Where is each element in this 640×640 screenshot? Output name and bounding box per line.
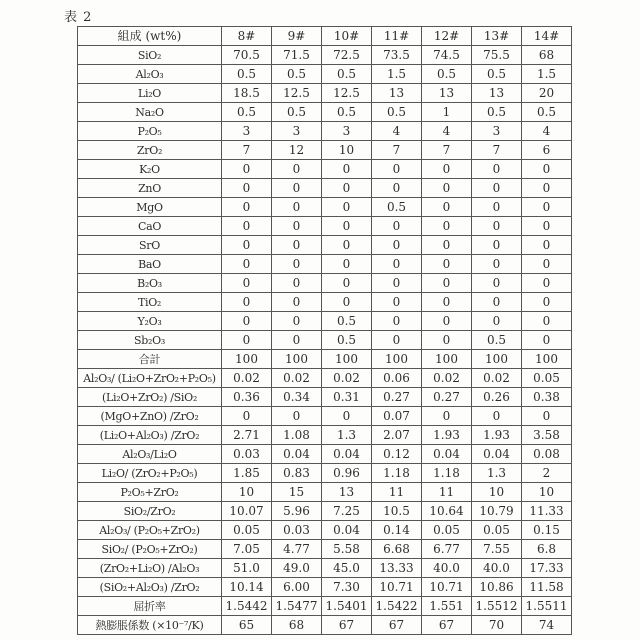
row-label: (SiO₂+Al₂O₃) /ZrO₂: [78, 578, 222, 597]
row-label: (ZrO₂+Li₂O) /Al₂O₃: [78, 559, 222, 578]
table-cell: 0: [222, 331, 272, 350]
table-cell: 12.5: [272, 84, 322, 103]
table-cell: 0.15: [522, 521, 572, 540]
table-cell: 0: [472, 407, 522, 426]
column-header-composition: 組成 (wt%): [78, 27, 222, 46]
table-cell: 1.5477: [272, 597, 322, 616]
table-cell: 71.5: [272, 46, 322, 65]
column-header-sample: 9#: [272, 27, 322, 46]
table-row: [78, 502, 572, 521]
table-cell: 13: [472, 84, 522, 103]
table-cell: 0.26: [472, 388, 522, 407]
table-cell: 0.06: [372, 369, 422, 388]
table-cell: 0: [272, 312, 322, 331]
table-cell: 1.5511: [522, 597, 572, 616]
table-cell: 0: [422, 274, 472, 293]
table-cell: 4: [522, 122, 572, 141]
table-cell: 0: [422, 255, 472, 274]
table-cell: 1.18: [422, 464, 472, 483]
table-cell: 0: [372, 179, 422, 198]
table-cell: 0: [222, 236, 272, 255]
row-label: Li₂O/ (ZrO₂+P₂O₅): [78, 464, 222, 483]
table-cell: 0.04: [422, 445, 472, 464]
table-cell: 74: [522, 616, 572, 635]
table-cell: 0.36: [222, 388, 272, 407]
table-cell: 0: [372, 312, 422, 331]
table-cell: 0.04: [272, 445, 322, 464]
table-cell: 3: [222, 122, 272, 141]
table-cell: 0: [272, 236, 322, 255]
table-cell: 12.5: [322, 84, 372, 103]
table-cell: 4.77: [272, 540, 322, 559]
table-cell: 73.5: [372, 46, 422, 65]
composition-table: [77, 26, 572, 635]
table-cell: 0: [372, 293, 422, 312]
table-row: [78, 293, 572, 312]
table-cell: 10.79: [472, 502, 522, 521]
table-cell: 0: [272, 160, 322, 179]
table-cell: 7: [222, 141, 272, 160]
table-cell: 0.83: [272, 464, 322, 483]
row-label: P₂O₅+ZrO₂: [78, 483, 222, 502]
table-cell: 0.12: [372, 445, 422, 464]
table-cell: 13: [372, 84, 422, 103]
table-title: 表 2: [64, 10, 93, 25]
row-label: SrO: [78, 236, 222, 255]
table-row: [78, 388, 572, 407]
table-cell: 0.04: [322, 521, 372, 540]
table-cell: 74.5: [422, 46, 472, 65]
table-cell: 0.5: [372, 198, 422, 217]
table-cell: 0.5: [322, 331, 372, 350]
table-row: [78, 616, 572, 635]
table-cell: 0.03: [222, 445, 272, 464]
table-cell: 0.02: [272, 369, 322, 388]
table-cell: 72.5: [322, 46, 372, 65]
table-cell: 0: [422, 217, 472, 236]
table-cell: 0.5: [272, 103, 322, 122]
table-cell: 0: [522, 217, 572, 236]
table-cell: 10: [472, 483, 522, 502]
table-cell: 0: [272, 179, 322, 198]
table-cell: 67: [322, 616, 372, 635]
table-cell: 0.05: [522, 369, 572, 388]
table-row: [78, 84, 572, 103]
table-header: [78, 27, 572, 46]
table-cell: 1.85: [222, 464, 272, 483]
column-header-sample: 14#: [522, 27, 572, 46]
table-cell: 0: [472, 236, 522, 255]
table-cell: 11: [372, 483, 422, 502]
row-label: SiO₂/ (P₂O₅+ZrO₂): [78, 540, 222, 559]
table-cell: 0: [372, 160, 422, 179]
row-label: 熱膨脹係数 (×10⁻⁷/K): [78, 616, 222, 635]
table-cell: 0: [222, 179, 272, 198]
row-label: 屈折率: [78, 597, 222, 616]
table-cell: 3: [322, 122, 372, 141]
table-cell: 0: [372, 331, 422, 350]
table-cell: 18.5: [222, 84, 272, 103]
table-cell: 2: [522, 464, 572, 483]
row-label: Al₂O₃/ (P₂O₅+ZrO₂): [78, 521, 222, 540]
table-cell: 68: [522, 46, 572, 65]
row-label: P₂O₅: [78, 122, 222, 141]
table-cell: 6.77: [422, 540, 472, 559]
row-label: SiO₂: [78, 46, 222, 65]
table-cell: 0: [322, 198, 372, 217]
table-cell: 10.07: [222, 502, 272, 521]
table-cell: 0: [322, 293, 372, 312]
row-label: (Li₂O+Al₂O₃) /ZrO₂: [78, 426, 222, 445]
table-row: [78, 198, 572, 217]
table-cell: 0.5: [372, 103, 422, 122]
table-cell: 1.5: [522, 65, 572, 84]
table-row: [78, 445, 572, 464]
table-cell: 6.68: [372, 540, 422, 559]
column-header-sample: 11#: [372, 27, 422, 46]
table-cell: 10: [522, 483, 572, 502]
table-cell: 67: [422, 616, 472, 635]
table-cell: 0: [472, 312, 522, 331]
table-cell: 0: [222, 407, 272, 426]
row-label: MgO: [78, 198, 222, 217]
table-cell: 0: [272, 331, 322, 350]
table-cell: 17.33: [522, 559, 572, 578]
table-cell: 11.58: [522, 578, 572, 597]
table-cell: 0: [422, 407, 472, 426]
table-row: [78, 65, 572, 84]
table-cell: 0.14: [372, 521, 422, 540]
table-row: [78, 407, 572, 426]
table-cell: 1.5401: [322, 597, 372, 616]
table-cell: 0.04: [322, 445, 372, 464]
table-row: [78, 578, 572, 597]
table-cell: 0: [222, 198, 272, 217]
table-cell: 0: [472, 160, 522, 179]
table-row: [78, 331, 572, 350]
table-cell: 0.38: [522, 388, 572, 407]
table-cell: 0.5: [472, 331, 522, 350]
table-cell: 10.71: [422, 578, 472, 597]
table-cell: 0: [372, 236, 422, 255]
table-cell: 3.58: [522, 426, 572, 445]
table-cell: 7.25: [322, 502, 372, 521]
table-cell: 0.02: [322, 369, 372, 388]
table-cell: 0.05: [472, 521, 522, 540]
table-cell: 0.5: [322, 65, 372, 84]
table-cell: 0: [322, 179, 372, 198]
table-body: [78, 46, 572, 635]
table-row: [78, 274, 572, 293]
table-cell: 6.8: [522, 540, 572, 559]
table-cell: 51.0: [222, 559, 272, 578]
table-cell: 0: [372, 217, 422, 236]
table-cell: 0.07: [372, 407, 422, 426]
table-cell: 0: [522, 160, 572, 179]
table-row: [78, 597, 572, 616]
table-cell: 0.34: [272, 388, 322, 407]
table-cell: 0: [522, 331, 572, 350]
table-cell: 0: [222, 293, 272, 312]
table-cell: 0: [422, 312, 472, 331]
table-cell: 100: [372, 350, 422, 369]
table-cell: 10: [222, 483, 272, 502]
table-cell: 10.86: [472, 578, 522, 597]
table-cell: 0: [522, 293, 572, 312]
table-cell: 0.08: [522, 445, 572, 464]
table-cell: 0: [322, 274, 372, 293]
column-header-sample: 13#: [472, 27, 522, 46]
table-cell: 0: [522, 255, 572, 274]
table-row: [78, 464, 572, 483]
table-cell: 11.33: [522, 502, 572, 521]
row-label: TiO₂: [78, 293, 222, 312]
table-cell: 75.5: [472, 46, 522, 65]
row-label: (Li₂O+ZrO₂) /SiO₂: [78, 388, 222, 407]
table-cell: 67: [372, 616, 422, 635]
table-cell: 0: [472, 255, 522, 274]
table-cell: 0: [522, 179, 572, 198]
table-cell: 40.0: [422, 559, 472, 578]
table-cell: 10.64: [422, 502, 472, 521]
table-cell: 0.96: [322, 464, 372, 483]
table-cell: 3: [472, 122, 522, 141]
table-cell: 15: [272, 483, 322, 502]
table-cell: 7: [422, 141, 472, 160]
table-cell: 0: [422, 236, 472, 255]
table-cell: 0: [522, 312, 572, 331]
table-row: [78, 350, 572, 369]
row-label: Y₂O₃: [78, 312, 222, 331]
table-cell: 0: [472, 179, 522, 198]
table-cell: 0: [222, 160, 272, 179]
table-cell: 1.551: [422, 597, 472, 616]
table-cell: 0.5: [322, 312, 372, 331]
table-cell: 0.02: [422, 369, 472, 388]
table-cell: 7: [472, 141, 522, 160]
row-label: K₂O: [78, 160, 222, 179]
table-cell: 0.5: [472, 65, 522, 84]
table-row: [78, 217, 572, 236]
table-row: [78, 426, 572, 445]
table-row: [78, 369, 572, 388]
table-cell: 70.5: [222, 46, 272, 65]
row-label: ZnO: [78, 179, 222, 198]
table-cell: 13: [322, 483, 372, 502]
column-header-sample: 8#: [222, 27, 272, 46]
table-cell: 65: [222, 616, 272, 635]
column-header-sample: 12#: [422, 27, 472, 46]
table-cell: 1.3: [472, 464, 522, 483]
table-cell: 0: [422, 160, 472, 179]
table-cell: 0.5: [272, 65, 322, 84]
table-cell: 0.02: [472, 369, 522, 388]
table-cell: 0: [322, 255, 372, 274]
table-cell: 0: [472, 274, 522, 293]
table-cell: 0: [522, 236, 572, 255]
table-cell: 12: [272, 141, 322, 160]
table-cell: 6: [522, 141, 572, 160]
table-cell: 7.05: [222, 540, 272, 559]
table-cell: 4: [422, 122, 472, 141]
table-cell: 1: [422, 103, 472, 122]
table-cell: 100: [222, 350, 272, 369]
table-cell: 100: [422, 350, 472, 369]
table-cell: 20: [522, 84, 572, 103]
table-cell: 5.96: [272, 502, 322, 521]
table-cell: 0.05: [422, 521, 472, 540]
column-header-sample: 10#: [322, 27, 372, 46]
table-cell: 0.27: [422, 388, 472, 407]
table-cell: 13.33: [372, 559, 422, 578]
table-row: [78, 559, 572, 578]
table-row: [78, 483, 572, 502]
table-cell: 0.31: [322, 388, 372, 407]
table-cell: 0: [272, 274, 322, 293]
row-label: BaO: [78, 255, 222, 274]
table-cell: 1.93: [472, 426, 522, 445]
table-cell: 0: [272, 255, 322, 274]
table-cell: 45.0: [322, 559, 372, 578]
table-cell: 0: [322, 160, 372, 179]
table-row: [78, 236, 572, 255]
table-row: [78, 521, 572, 540]
table-cell: 10.14: [222, 578, 272, 597]
table-cell: 0: [422, 179, 472, 198]
table-cell: 40.0: [472, 559, 522, 578]
table-cell: 0: [372, 255, 422, 274]
table-cell: 13: [422, 84, 472, 103]
table-cell: 100: [272, 350, 322, 369]
table-cell: 100: [522, 350, 572, 369]
table-cell: 0.05: [222, 521, 272, 540]
table-cell: 1.5422: [372, 597, 422, 616]
table-cell: 7.30: [322, 578, 372, 597]
table-cell: 1.5442: [222, 597, 272, 616]
table-cell: 0: [322, 217, 372, 236]
table-row: [78, 160, 572, 179]
table-cell: 0.03: [272, 521, 322, 540]
table-cell: 0: [372, 274, 422, 293]
table-cell: 0: [222, 274, 272, 293]
table-cell: 1.93: [422, 426, 472, 445]
table-cell: 0: [472, 293, 522, 312]
table-cell: 1.5512: [472, 597, 522, 616]
table-cell: 10.5: [372, 502, 422, 521]
table-cell: 1.5: [372, 65, 422, 84]
table-cell: 0: [272, 293, 322, 312]
row-label: SiO₂/ZrO₂: [78, 502, 222, 521]
table-cell: 0.5: [472, 103, 522, 122]
table-cell: 0.02: [222, 369, 272, 388]
table-cell: 0: [272, 217, 322, 236]
row-label: Al₂O₃: [78, 65, 222, 84]
table-cell: 0: [322, 236, 372, 255]
table-cell: 4: [372, 122, 422, 141]
row-label: Sb₂O₃: [78, 331, 222, 350]
table-cell: 0.5: [422, 65, 472, 84]
table-row: [78, 255, 572, 274]
table-cell: 0: [322, 407, 372, 426]
row-label: ZrO₂: [78, 141, 222, 160]
table-row: [78, 141, 572, 160]
table-cell: 7: [372, 141, 422, 160]
table-cell: 2.71: [222, 426, 272, 445]
table-cell: 10.71: [372, 578, 422, 597]
table-cell: 0: [522, 198, 572, 217]
table-cell: 10: [322, 141, 372, 160]
row-label: B₂O₃: [78, 274, 222, 293]
table-cell: 100: [472, 350, 522, 369]
table-cell: 70: [472, 616, 522, 635]
table-row: [78, 540, 572, 559]
table-row: [78, 312, 572, 331]
row-label: Li₂O: [78, 84, 222, 103]
table-cell: 0.04: [472, 445, 522, 464]
row-label: CaO: [78, 217, 222, 236]
table-row: [78, 122, 572, 141]
table-row: [78, 46, 572, 65]
table-cell: 0.5: [222, 65, 272, 84]
table-cell: 0: [222, 255, 272, 274]
row-label: (MgO+ZnO) /ZrO₂: [78, 407, 222, 426]
table-cell: 0.5: [322, 103, 372, 122]
row-label: Na₂O: [78, 103, 222, 122]
table-cell: 0.5: [222, 103, 272, 122]
table-cell: 2.07: [372, 426, 422, 445]
table-cell: 0: [222, 312, 272, 331]
table-cell: 68: [272, 616, 322, 635]
table-row: [78, 179, 572, 198]
table-cell: 7.55: [472, 540, 522, 559]
table-cell: 0.27: [372, 388, 422, 407]
table-cell: 0: [472, 217, 522, 236]
table-cell: 0: [222, 217, 272, 236]
row-label: Al₂O₃/ (Li₂O+ZrO₂+P₂O₅): [78, 369, 222, 388]
table-cell: 0: [272, 407, 322, 426]
row-label: 合計: [78, 350, 222, 369]
table-cell: 6.00: [272, 578, 322, 597]
table-cell: 0: [422, 293, 472, 312]
header-row: [78, 27, 572, 46]
table-cell: 0: [472, 198, 522, 217]
table-cell: 0: [522, 407, 572, 426]
table-cell: 11: [422, 483, 472, 502]
table-cell: 1.3: [322, 426, 372, 445]
table-cell: 3: [272, 122, 322, 141]
table-row: [78, 103, 572, 122]
table-cell: 1.18: [372, 464, 422, 483]
table-cell: 0: [522, 274, 572, 293]
table-cell: 5.58: [322, 540, 372, 559]
table-cell: 0.5: [522, 103, 572, 122]
table-cell: 0: [422, 331, 472, 350]
table-cell: 49.0: [272, 559, 322, 578]
row-label: Al₂O₃/Li₂O: [78, 445, 222, 464]
table-cell: 1.08: [272, 426, 322, 445]
table-cell: 0: [272, 198, 322, 217]
table-cell: 0: [422, 198, 472, 217]
table-cell: 100: [322, 350, 372, 369]
